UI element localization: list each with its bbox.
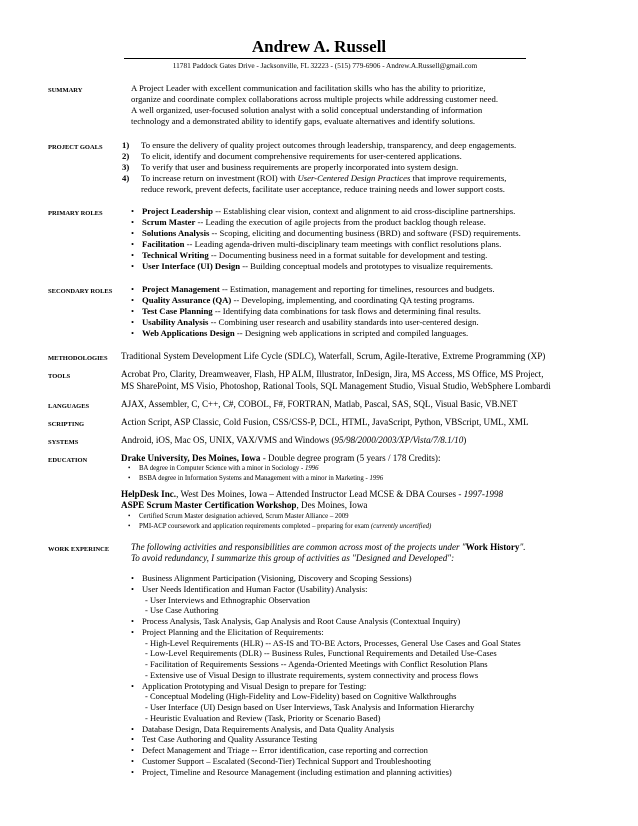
work-activity-subitem: - Conceptual Modeling (High-Fidelity and Low-Fidelity) based on Cognitive Walkthroughs <box>145 691 457 702</box>
primary-role-item: • Facilitation -- Leading agenda-driven multi-disciplinary team meetings with conflict resolutions plans. <box>142 239 501 250</box>
work-activity-subitem: - Use Case Authoring <box>145 605 219 616</box>
primary-role-item: • User Interface (UI) Design -- Building conceptual models and prototypes to visualize requirements. <box>142 261 493 272</box>
work-activity-subitem: - User Interviews and Ethnographic Observation <box>145 594 310 605</box>
education-aspe: ASPE Scrum Master Certification Workshop, Des Moines, Iowa <box>121 500 368 510</box>
primary-roles-label: PRIMARY ROLES <box>48 210 103 217</box>
work-activity-item: • Business Alignment Participation (Visioning, Discovery and Scoping Sessions) <box>142 573 412 584</box>
work-activity-item: • Database Design, Data Requirements Analysis, and Data Quality Analysis <box>142 724 394 735</box>
methodologies-text: Traditional System Development Life Cycle (SDLC), Waterfall, Scrum, Agile-Iterative, Extreme Programming (XP) <box>121 351 546 361</box>
education-helpdesk: HelpDesk Inc., West Des Moines, Iowa – Attended Instructor Lead MCSE & DBA Courses - 1997-1998 <box>121 489 504 499</box>
goal-item: 1) To ensure the delivery of quality project outcomes through leadership, transparency, and deep engagements. <box>122 140 517 150</box>
education-item: • Certified Scrum Master designation achieved, Scrum Master Alliance – 2009 <box>139 512 349 523</box>
summary-label: SUMMARY <box>48 87 83 94</box>
goal-item: 4) To increase return on investment (ROI) with User-Centered Design Practices that improve requirements, <box>122 173 507 183</box>
systems-label: SYSTEMS <box>48 439 79 446</box>
work-activity-item: • Application Prototyping and Visual Design to prepare for Testing: <box>142 681 366 692</box>
secondary-role-item: • Quality Assurance (QA) -- Developing, implementing, and coordinating QA testing programs. <box>142 295 474 306</box>
tools-line: Acrobat Pro, Clarity, Dreamweaver, Flash, HP ALM, Illustrator, InDesign, Jira, MS Access, MS Office, MS Project, <box>121 369 544 379</box>
candidate-name: Andrew A. Russell <box>251 37 387 56</box>
languages-text: AJAX, Assembler, C, C++, C#, COBOL, F#, FORTRAN, Matlab, Pascal, SAS, SQL, Visual Basic, VB.NET <box>121 399 518 409</box>
goal-item: 3) To verify that user and business requirements are properly incorporated into system design. <box>122 162 459 172</box>
primary-role-item: • Solutions Analysis -- Scoping, eliciting and documenting business (BRD) and software (FSD) requirements. <box>142 228 521 239</box>
summary-line: A well organized, user-focused solution analyst with a solid conceptual understanding of information <box>131 105 483 115</box>
languages-label: LANGUAGES <box>48 403 90 410</box>
secondary-roles-label: SECONDARY ROLES <box>48 288 113 295</box>
work-activity-item: • Project, Timeline and Resource Management (including estimation and planning activities) <box>142 767 452 778</box>
education-label: EDUCATION <box>48 457 88 464</box>
goal-item: reduce rework, prevent defects, facilitate user acceptance, reduce training needs and lower support costs. <box>141 184 505 194</box>
education-drake: Drake University, Des Moines, Iowa - Double degree program (5 years / 178 Credits): <box>121 453 441 463</box>
work-activity-subitem: - High-Level Requirements (HLR) -- AS-IS and TO-BE Actors, Processes, General Use Cases and Goal States <box>145 637 521 648</box>
summary-line: technology and a demonstrated ability to identify gaps, evaluate alternatives and identify solutions. <box>131 116 476 126</box>
summary-line: A Project Leader with excellent communication and facilitation skills who has the ability to prioritize, <box>131 83 486 93</box>
scripting-label: SCRIPTING <box>48 421 85 428</box>
work-activity-subitem: - Extensive use of Visual Design to illustrate requirements, system connectivity and process flows <box>145 669 479 680</box>
education-item: • PMI-ACP coursework and application requirements completed – preparing for exam (currently uncertified) <box>139 522 431 533</box>
work-activity-item: • Project Planning and the Elicitation of Requirements: <box>142 627 324 638</box>
secondary-role-item: • Usability Analysis -- Combining user research and usability standards into user-centered design. <box>142 317 479 328</box>
scripting-text: Action Script, ASP Classic, Cold Fusion, CSS/CSS-P, DCL, HTML, JavaScript, Python, VBScript, UML, XML <box>121 417 529 427</box>
work-activity-item: • User Needs Identification and Human Factor (Usability) Analysis: <box>142 584 367 595</box>
tools-label: TOOLS <box>48 373 71 380</box>
contact-line: 11781 Paddock Gates Drive - Jacksonville, FL 32223 - (515) 779-6906 - Andrew.A.Russell@gmail.com <box>124 58 526 70</box>
work-activity-subitem: - Heuristic Evaluation and Review (Task, Priority or Scenario Based) <box>145 712 381 723</box>
methodologies-label: METHODOLOGIES <box>48 355 108 362</box>
work-activity-item: • Defect Management and Triage -- Error identification, case reporting and correction <box>142 745 428 756</box>
primary-role-item: • Project Leadership -- Establishing clear vision, context and alignment to aid cross-discipline partnerships. <box>142 206 515 217</box>
work-intro: The following activities and responsibilities are common across most of the projects under "Work History". <box>131 542 526 552</box>
work-experience-label: WORK EXPERINCE <box>48 546 110 553</box>
primary-role-item: • Scrum Master -- Leading the execution of agile projects from the product backlog though release. <box>142 217 486 228</box>
work-activity-subitem: - Low-Level Requirements (DLR) -- Business Rules, Functional Requirements and Detailed Use-Cases <box>145 648 497 659</box>
systems-text: Android, iOS, Mac OS, UNIX, VAX/VMS and Windows (95/98/2000/2003/XP/Vista/7/8.1/10) <box>121 435 467 445</box>
work-activity-item: • Process Analysis, Task Analysis, Gap Analysis and Root Cause Analysis (Contextual Inquiry) <box>142 616 460 627</box>
tools-line: MS SharePoint, MS Visio, Photoshop, Rational Tools, SQL Management Studio, Visual Studio, WebSphere Lombardi <box>121 381 551 391</box>
secondary-role-item: • Test Case Planning -- Identifying data combinations for task flows and determining final results. <box>142 306 481 317</box>
work-activity-item: • Customer Support – Escalated (Second-Tier) Technical Support and Troubleshooting <box>142 756 431 767</box>
work-activity-subitem: - Facilitation of Requirements Sessions -- Agenda-Oriented Meetings with Conflict Resolution Plans <box>145 659 488 669</box>
secondary-role-item: • Project Management -- Estimation, management and reporting for timelines, resources and budgets. <box>142 284 495 295</box>
goal-item: 2) To elicit, identify and document comprehensive requirements for user-centered applications. <box>122 151 462 161</box>
project-goals-label: PROJECT GOALS <box>48 144 103 151</box>
summary-line: organize and coordinate complex collaborations across multiple projects while addressing customer need. <box>131 94 499 104</box>
work-activity-item: • Test Case Authoring and Quality Assurance Testing <box>142 734 317 745</box>
primary-role-item: • Technical Writing -- Documenting business need in a format suitable for development and testing. <box>142 250 487 261</box>
secondary-role-item: • Web Applications Design -- Designing web applications in scripted and compiled languages. <box>142 328 468 339</box>
education-item: • BSBA degree in Information Systems and Management with a minor in Marketing - 1996 <box>139 474 383 485</box>
work-intro: To avoid redundancy, I summarize this group of activities as "Designed and Developed": <box>131 553 455 563</box>
education-item: • BA degree in Computer Science with a minor in Sociology - 1996 <box>139 464 319 475</box>
work-activity-subitem: - User Interface (UI) Design based on User Interviews, Task Analysis and Information Hierarchy <box>145 702 475 712</box>
